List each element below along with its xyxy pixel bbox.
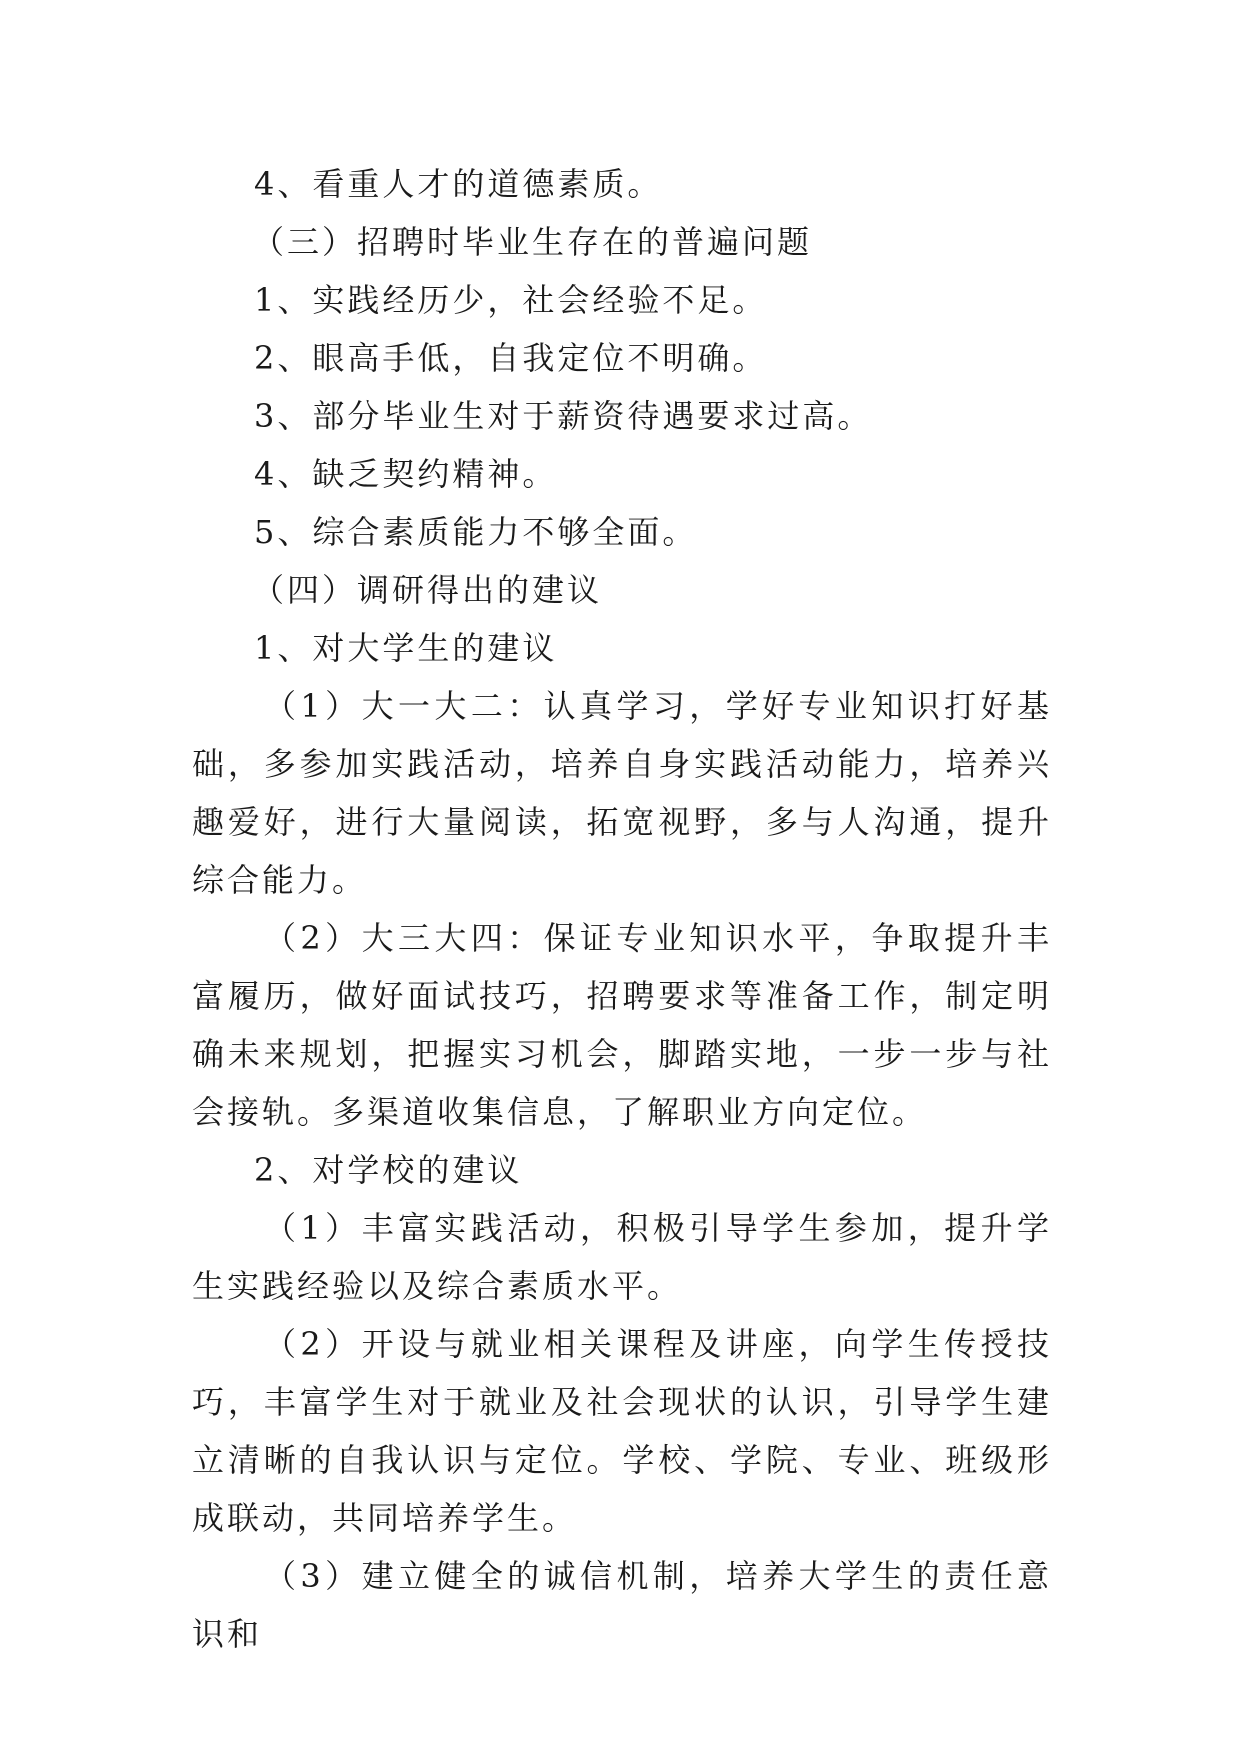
- paragraph-school-1: （1）丰富实践活动，积极引导学生参加，提升学生实践经验以及综合素质水平。: [192, 1209, 1052, 1305]
- paragraph-item-3: 3、部分毕业生对于薪资待遇要求过高。: [254, 397, 873, 435]
- paragraph-item-1: 1、实践经历少，社会经验不足。: [254, 281, 768, 319]
- paragraph-students-2: （2）大三大四：保证专业知识水平，争取提升丰富履历，做好面试技巧，招聘要求等准备工作，制定明确未来规划，把握实习机会，脚踏实地，一步一步与社会接轨。多渠道收集信息，了解职业方向定位。: [192, 919, 1052, 1131]
- document-body: [192, 155, 1052, 1663]
- section-heading-3: （三）招聘时毕业生存在的普遍问题: [252, 223, 813, 261]
- paragraph-item-4b: 4、缺乏契约精神。: [254, 455, 558, 493]
- paragraph-item-5: 5、综合素质能力不够全面。: [254, 513, 698, 551]
- paragraph-students-1: （1）大一大二：认真学习，学好专业知识打好基础，多参加实践活动，培养自身实践活动能力，培养兴趣爱好，进行大量阅读，拓宽视野，多与人沟通，提升综合能力。: [192, 687, 1052, 899]
- subsection-school: 2、对学校的建议: [254, 1151, 523, 1189]
- paragraph-item-4: 4、看重人才的道德素质。: [254, 165, 663, 203]
- paragraph-school-2: （2）开设与就业相关课程及讲座，向学生传授技巧，丰富学生对于就业及社会现状的认识，引导学生建立清晰的自我认识与定位。学校、学院、专业、班级形成联动，共同培养学生。: [192, 1325, 1052, 1537]
- subsection-students: 1、对大学生的建议: [254, 629, 558, 667]
- paragraph-item-2: 2、眼高手低，自我定位不明确。: [254, 339, 768, 377]
- section-heading-4: （四）调研得出的建议: [252, 571, 603, 609]
- paragraph-school-3: （3）建立健全的诚信机制，培养大学生的责任意识和: [192, 1557, 1052, 1653]
